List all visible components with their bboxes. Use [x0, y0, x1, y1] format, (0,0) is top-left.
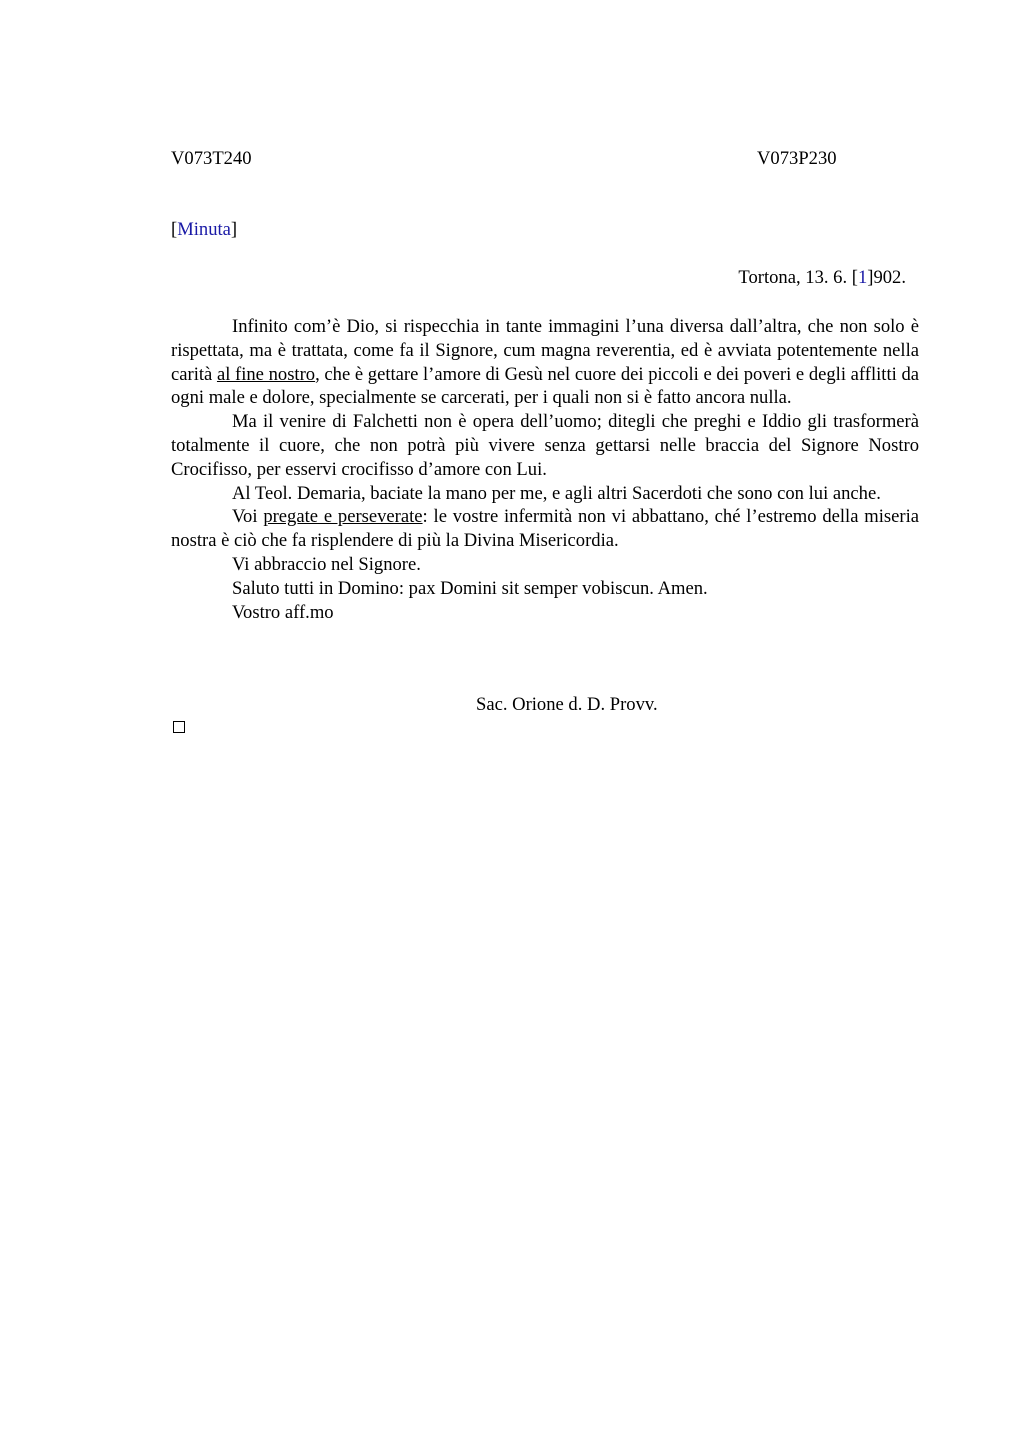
date-suffix: ]902.	[867, 267, 906, 288]
paragraph-1-underlined: al fine nostro	[216, 363, 316, 385]
empty-square-icon	[173, 721, 185, 733]
paragraph-3: Al Teol. Demaria, baciate la mano per me, e agli altri Sacerdoti che sono con lui anche.	[232, 482, 881, 504]
minuta-close-bracket: ]	[230, 219, 238, 240]
archive-reference-right: V073P230	[757, 148, 837, 169]
paragraph-6: Saluto tutti in Domino: pax Domini sit semper vobiscun. Amen.	[232, 577, 708, 599]
archive-reference-left: V073T240	[171, 148, 252, 169]
paragraph-1-before: Infinito com’è Dio, si rispecchia in tante immagini l’una diversa dall’altra, che non solo è rispettata, ma è trattata, come fa il Signore, cum magna reverentia, ed è avviata potentemente nella carità	[171, 316, 919, 385]
paragraph-4	[171, 505, 919, 553]
paragraph-1-after: , che è gettare l’amore di Gesù nel cuore dei piccoli e dei poveri e degli afflitti da ogni male e dolore, specialmente se carcerati, per i quali non si è fatto ancora nulla.	[171, 363, 920, 409]
paragraph-5: Vi abbraccio nel Signore.	[232, 553, 421, 575]
paragraph-4-underlined: pregate e perseverate	[263, 506, 423, 528]
minuta-open-bracket: [	[171, 219, 178, 240]
paragraph-4-before: Voi	[232, 506, 264, 528]
letter-date	[738, 269, 906, 288]
minuta-link[interactable]: Minuta	[177, 219, 231, 240]
minuta-heading	[171, 221, 237, 240]
paragraph-1	[171, 315, 919, 410]
paragraph-2: Ma il venire di Falchetti non è opera dell’uomo; ditegli che preghi e Iddio gli trasformerà totalmente il cuore, che non potrà più vivere senza gettarsi nelle braccia del Signore Nostro Crocifisso, per esservi crocifisso d’amore con Lui.	[171, 411, 919, 480]
letter-body	[171, 315, 919, 624]
date-footnote-link[interactable]: 1	[857, 267, 868, 288]
date-prefix: Tortona, 13. 6. [	[738, 267, 858, 288]
paragraph-4-after: : le vostre infermità non vi abbattano, ché l’estremo della miseria nostra è ciò che fa risplendere di più la Divina Misericordia.	[171, 506, 919, 552]
paragraph-7: Vostro aff.mo	[232, 601, 334, 623]
signature: Sac. Orione d. D. Provv.	[476, 694, 658, 715]
